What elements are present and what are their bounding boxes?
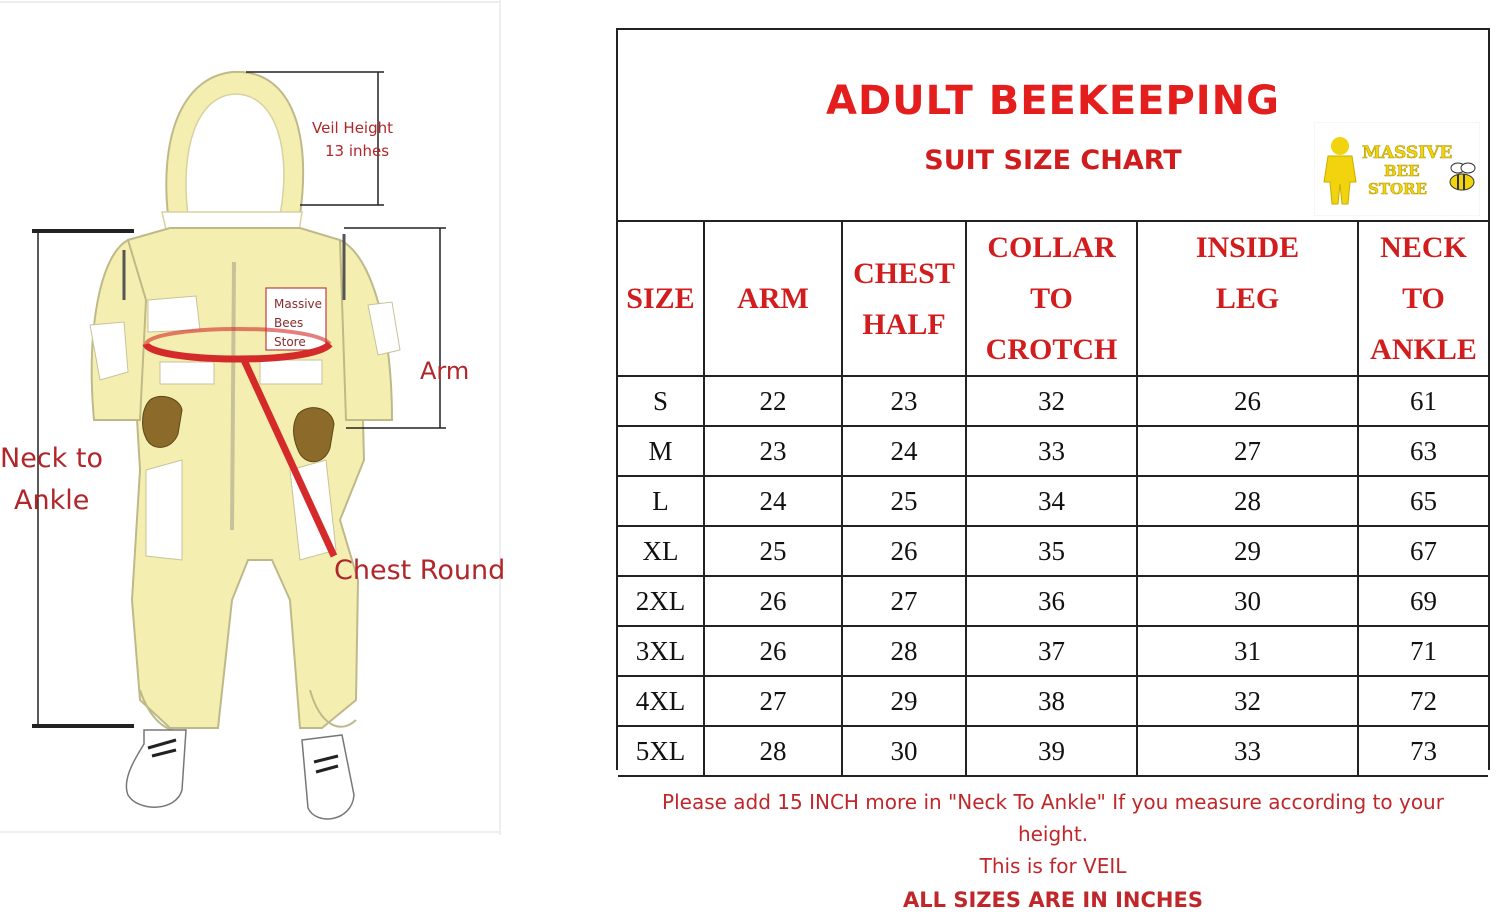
logo-line-2: BEE — [1384, 162, 1420, 180]
cell-size: 4XL — [618, 676, 704, 726]
cell-chest-half: 27 — [842, 576, 966, 626]
cell-chest-half: 23 — [842, 376, 966, 426]
cell-chest-half: 24 — [842, 426, 966, 476]
right-glove — [294, 408, 335, 462]
cell-collar-to-crotch: 32 — [966, 376, 1137, 426]
header-neck-to-ankle: NECK TO ANKLE — [1358, 222, 1488, 376]
cell-size: M — [618, 426, 704, 476]
cell-chest-half: 28 — [842, 626, 966, 676]
badge-line-3: Store — [274, 335, 306, 349]
cell-inside-leg: 31 — [1137, 626, 1358, 676]
neck-to-ankle-label-line1: Neck to — [0, 443, 103, 474]
note-extra-length: Please add 15 INCH more in "Neck To Ankle" If you measure according to your height. — [662, 790, 1444, 846]
cell-neck-to-ankle: 73 — [1358, 726, 1488, 776]
cell-inside-leg: 29 — [1137, 526, 1358, 576]
cell-collar-to-crotch: 37 — [966, 626, 1137, 676]
note-units: ALL SIZES ARE IN INCHES — [903, 888, 1203, 912]
cell-collar-to-crotch: 35 — [966, 526, 1137, 576]
cell-collar-to-crotch: 38 — [966, 676, 1137, 726]
cell-size: XL — [618, 526, 704, 576]
table-row — [618, 726, 1488, 776]
chart-title: ADULT BEEKEEPING — [825, 78, 1280, 124]
cell-arm: 27 — [704, 676, 842, 726]
header-size: SIZE — [618, 222, 704, 376]
cell-inside-leg: 33 — [1137, 726, 1358, 776]
cell-neck-to-ankle: 65 — [1358, 476, 1488, 526]
cell-neck-to-ankle: 67 — [1358, 526, 1488, 576]
chart-subtitle: SUIT SIZE CHART — [924, 145, 1182, 176]
cell-chest-half: 26 — [842, 526, 966, 576]
size-table — [618, 222, 1488, 777]
table-row — [618, 376, 1488, 426]
cell-inside-leg: 30 — [1137, 576, 1358, 626]
table-row — [618, 476, 1488, 526]
table-row — [618, 576, 1488, 626]
cell-collar-to-crotch: 36 — [966, 576, 1137, 626]
zipper — [232, 262, 234, 530]
badge-line-1: Massive — [274, 297, 323, 311]
header-chest-half: CHEST HALF — [842, 222, 966, 376]
right-boot — [302, 735, 354, 819]
header-collar-to-crotch: COLLAR TO CROTCH — [966, 222, 1137, 376]
arm-label: Arm — [420, 357, 470, 385]
cell-size: 3XL — [618, 626, 704, 676]
size-chart — [616, 28, 1490, 770]
table-row — [618, 626, 1488, 676]
cell-neck-to-ankle: 63 — [1358, 426, 1488, 476]
chest-round-label: Chest Round — [334, 555, 506, 586]
logo-line-1: MASSIVE — [1362, 143, 1453, 163]
header-arm: ARM — [704, 222, 842, 376]
cell-arm: 28 — [704, 726, 842, 776]
massive-bee-store-logo — [1314, 122, 1480, 216]
cell-size: S — [618, 376, 704, 426]
cell-neck-to-ankle: 69 — [1358, 576, 1488, 626]
cell-inside-leg: 28 — [1137, 476, 1358, 526]
table-row — [618, 676, 1488, 726]
logo-line-3: STORE — [1368, 180, 1427, 198]
cell-size: 2XL — [618, 576, 704, 626]
chart-header — [618, 30, 1488, 222]
cell-collar-to-crotch: 33 — [966, 426, 1137, 476]
cell-size: 5XL — [618, 726, 704, 776]
table-header-row — [618, 222, 1488, 376]
cell-neck-to-ankle: 61 — [1358, 376, 1488, 426]
cell-collar-to-crotch: 34 — [966, 476, 1137, 526]
neck-to-ankle-label-line2: Ankle — [14, 485, 90, 516]
cell-arm: 26 — [704, 576, 842, 626]
cell-chest-half: 25 — [842, 476, 966, 526]
cell-neck-to-ankle: 71 — [1358, 626, 1488, 676]
cell-inside-leg: 27 — [1137, 426, 1358, 476]
table-row — [618, 526, 1488, 576]
cell-chest-half: 29 — [842, 676, 966, 726]
cell-collar-to-crotch: 39 — [966, 726, 1137, 776]
cell-inside-leg: 32 — [1137, 676, 1358, 726]
cell-arm: 23 — [704, 426, 842, 476]
cell-arm: 24 — [704, 476, 842, 526]
badge-line-2: Bees — [274, 316, 304, 330]
bee-suit-illustration — [0, 0, 510, 860]
cell-arm: 22 — [704, 376, 842, 426]
cell-neck-to-ankle: 72 — [1358, 676, 1488, 726]
cell-inside-leg: 26 — [1137, 376, 1358, 426]
veil-height-value: 13 inhes — [325, 142, 390, 160]
notes — [616, 786, 1490, 918]
left-boot — [126, 730, 186, 807]
cell-arm: 25 — [704, 526, 842, 576]
veil-height-label: Veil Height — [312, 119, 394, 137]
cell-chest-half: 30 — [842, 726, 966, 776]
cell-arm: 26 — [704, 626, 842, 676]
table-row — [618, 426, 1488, 476]
note-veil: This is for VEIL — [979, 854, 1127, 878]
header-inside-leg: INSIDE LEG — [1137, 222, 1358, 376]
bee-suit-drawing — [0, 0, 510, 860]
cell-size: L — [618, 476, 704, 526]
